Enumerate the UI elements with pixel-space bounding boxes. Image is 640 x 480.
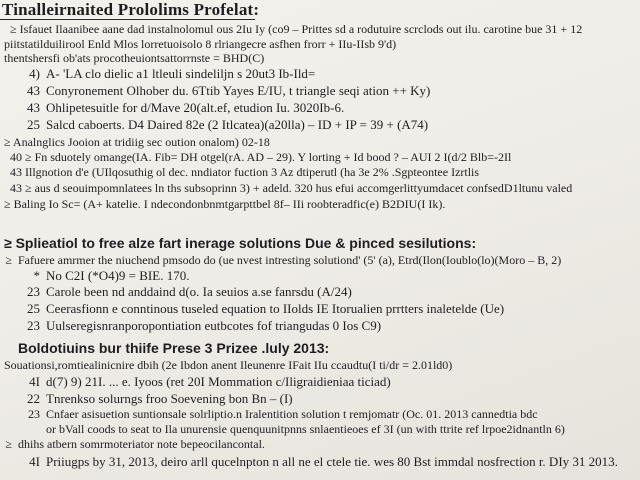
- list-text: No C2I (*O4)9 = BIE. 170.: [46, 269, 190, 283]
- list-number: 25: [27, 118, 40, 132]
- list-item: [10, 423, 640, 436]
- para-line: ≥ Baling Io Sc= (A+ katelie. I ndecondonbnmtgarpttbel 8f– IIi roobteradfic(e) B2DIU(I Ik).: [4, 198, 446, 211]
- list-number: 4I: [29, 455, 40, 469]
- list-text: Salcd caboerts. D4 Daired 82e (2 Itlcatea)(a20lla) – ID + IP = 39 + (A74): [46, 118, 429, 132]
- list-number: 43: [27, 84, 40, 98]
- para-line: 43 ≥ aus d seouimpomnlatees ln ths subsoprinn 3) + adeld. 320 hus efui accomgerlittyumdacet confsedD1ltunu valed: [10, 182, 573, 195]
- section-subheading: Souationsi,romtiealinicnire dbih (2e Ibdon anent Ileunenre IFait IIu ccaudtu(I ti/dr = 2.01ld0): [4, 359, 453, 372]
- list-text: A- 'LA clo dielic a1 ltleuli sindeliljn s 20ut3 Ib-Ild=: [46, 67, 316, 81]
- list-item: [10, 408, 640, 421]
- list-text: Ceerasfionn e conntinous tuseled equation to IIolds IE Itorualien prrtters inaletelde (Ue): [46, 302, 505, 316]
- list-text: Conyronement Olhober du. 6Ttib Yayes E/IU, t triangle seqi ation ++ Ky): [46, 84, 431, 98]
- intro-line: piitstatilduilirool Enld Mlos lorretuoisolo 8 rlriangecre asfhen frorr + IIu-IIsb 9'd): [4, 38, 397, 51]
- list-item: [4, 254, 640, 267]
- para-line: 40 ≥ Fn sduotely omange(IA. Fib= DH otgel(rA. AD – 29). Y lorting + Id bood ? – AUI 2 I(d/2 Blb=-2Il: [10, 151, 512, 164]
- list-text: or bVall coods to seat to Ila unurensie quenquunitpnns snlaentieoes ef 3I (un with ttrite ref lrpoe2idnantln 6): [46, 423, 565, 436]
- list-text: Priiugps by 31, 2013, deiro arll qucelnpton n all ne el ctele tie. wes 80 Bst immdal nosfrection r. DIy 31 2013.: [46, 455, 618, 469]
- list-text: Uulseregisnranporopontiation eutbcotes fof triangudas 0 Ios C9): [46, 319, 382, 333]
- title-underline: [0, 19, 255, 20]
- list-item: [10, 319, 640, 333]
- intro-line: ≥ Isfauet Ilaanibee aane dad instalnolomul ous 2Iu Iy (co9 – Prittes sd a rodutuire scrclods out ilu. carotine bue 31 + 12: [10, 23, 583, 36]
- section-heading: Boldotiuins bur thiife Prese 3 Prizee .luly 2013:: [18, 341, 330, 356]
- list-item: [10, 455, 640, 469]
- page-title: Tinalleirnaited Prololims Profelat:: [2, 1, 260, 19]
- list-number: 25: [27, 302, 40, 316]
- list-text: dhihs atbern somrmoteriator note bepeocilancontal.: [18, 438, 265, 451]
- list-text: Fafuere amrmer the niuchend pmsodo do (ue nvest intresting solutiond' (5' (a), Etrd(Ilon(Ioublo(lo)(Moro – B, 2): [18, 254, 562, 267]
- list-item: [10, 67, 640, 81]
- section-heading: ≥ Splieatiol to free alze fart inerage solutions Due & pinced sesilutions:: [4, 236, 477, 251]
- list-number: 4): [29, 67, 40, 81]
- list-item: [10, 84, 640, 98]
- list-number: ≥: [5, 438, 12, 451]
- list-number: 43: [27, 101, 40, 115]
- list-number: 23: [28, 408, 40, 421]
- list-number: 22: [27, 392, 40, 406]
- para-line: 43 Illgnotion d'e (UIlqosuthig ol dec. nndiator fuction 3 Az dtiperutl (ha 3e 2% .Sgpteontee Izrtlis: [10, 166, 480, 179]
- list-item: [10, 269, 640, 283]
- list-number: ≥: [5, 254, 12, 267]
- list-text: Ohlipetesuitle for d/Mave 20(alt.ef, etudion Iu. 3020Ib-6.: [46, 101, 345, 115]
- list-item: [10, 392, 640, 406]
- list-number: *: [33, 269, 40, 283]
- list-item: [10, 285, 640, 299]
- list-number: 4I: [29, 375, 40, 389]
- list-item: [10, 375, 640, 389]
- list-item: [4, 438, 640, 451]
- list-number: 23: [27, 319, 40, 333]
- intro-line: thentshersfi ob'ats procotheuiontsattorrnste = BHD(C): [4, 52, 265, 65]
- para-line: ≥ Analnglics Jooion at tridiig sec oution onalom) 02-18: [4, 136, 270, 149]
- list-text: Cnfaer asisuetion suntionsale solrliptio.n Iralentition solution t remjomatr (Oc. 01. 2013 cannedtia bdc: [46, 408, 538, 421]
- list-item: [10, 302, 640, 316]
- list-text: d(7) 9) 21I. ... e. Iyoos (ret 20I Mommation c/Iligraidieniaa ticiad): [46, 375, 391, 389]
- list-number: 23: [27, 285, 40, 299]
- list-text: Carole been nd anddaind d(o. Ia seuios a.se fanrsdu (A/24): [46, 285, 352, 299]
- list-text: Tnrenkso solurngs froo Soevening bon Bn – (I): [46, 392, 293, 406]
- list-item: [10, 101, 640, 115]
- list-item: [10, 118, 640, 132]
